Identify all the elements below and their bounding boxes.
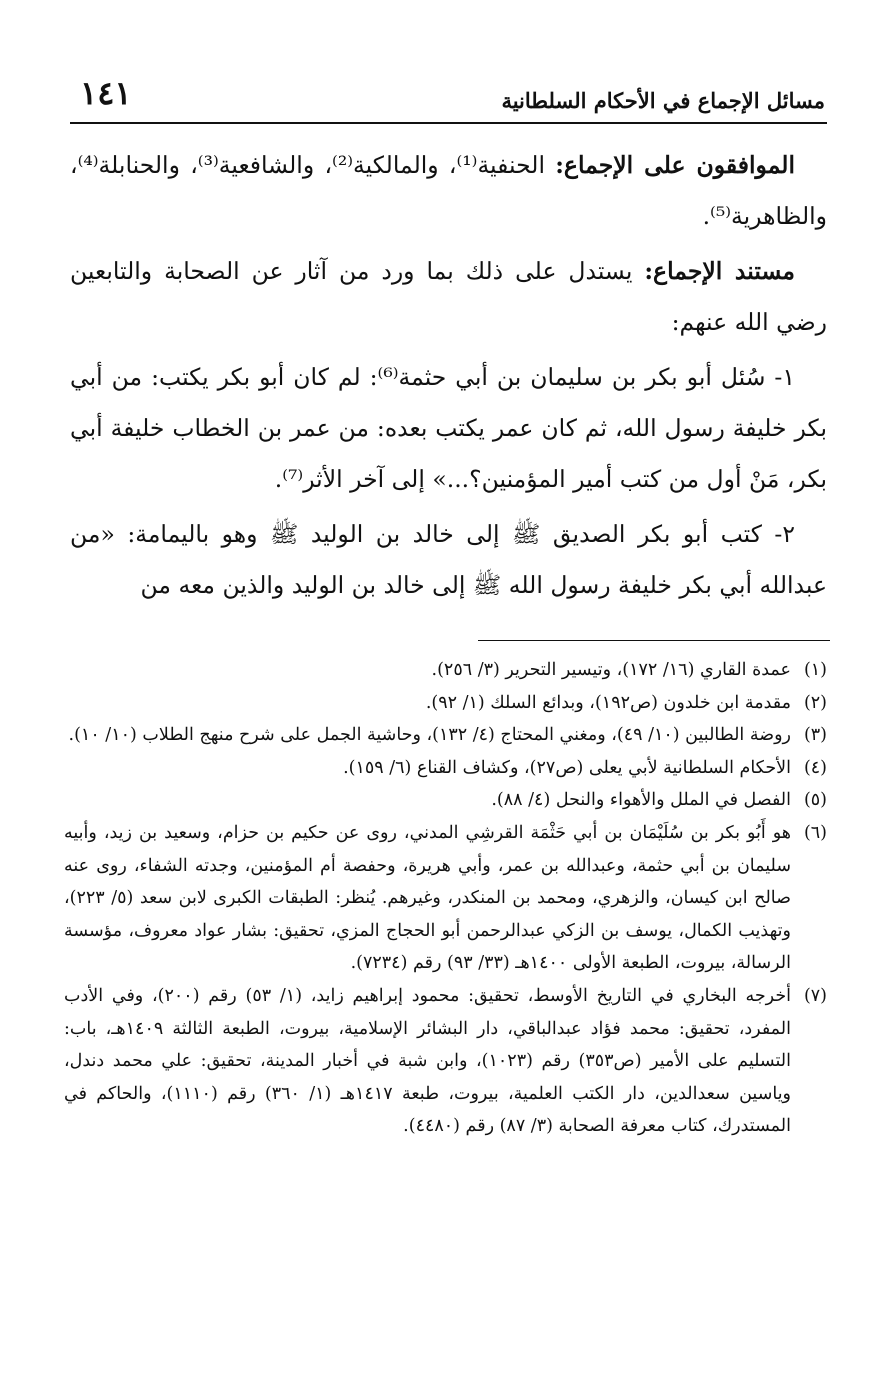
footnote-item <box>64 687 827 720</box>
lead-term: مستند الإجماع: <box>644 257 796 285</box>
footnote-text: عمدة القاري (١٦/ ١٧٢)، وتيسير التحرير (٣/ ٢٥٦). <box>431 660 791 680</box>
footnote-text: هو أَبُو بكر بن سُلَيْمَان بن أبي حَثْمَة القرشِي المدني، روى عن حكيم بن حزام، وسعيد بن زيد، وأبيه سليمان بن أبي حثمة، وعبدالله بن عمر، وأبي هريرة، وحفصة أم المؤمنين، وجدته الشفاء، روى عنه صالح ابن كيسان، والزهري، ومحمد بن المنكدر، وغيرهم. يُنظر: الطبقات الكبرى لابن سعد (٥/ ٢٢٣)، وتهذيب الكمال، يوسف بن الزكي عبدالرحمن أبو الحجاج المزي، تحقيق: بشار عواد معروف، مؤسسة الرسالة، بيروت، الطبعة الأولى ١٤٠٠هـ (٣٣/ ٩٣) رقم (٧٢٣٤). <box>64 822 791 974</box>
main-text <box>70 140 827 615</box>
footnote-number: (٧) <box>803 985 827 1006</box>
page-header <box>70 74 825 118</box>
paragraph-consensus-basis <box>70 246 827 348</box>
footnote-text: أخرجه البخاري في التاريخ الأوسط، تحقيق: محمود إبراهيم زايد، (١/ ٥٣) رقم (٢٠٠)، وفي الأدب المفرد، تحقيق: محمد فؤاد عبدالباقي، دار البشائر الإسلامية، بيروت، الطبعة الثالثة ١٤٠٩هـ، باب: التسليم على الأمير (ص٣٥٣) رقم (١٠٢٣)، وابن شبة في أخبار المدينة، تحقيق: علي محمد دندل، وياسين سعدالدين، دار الكتب العلمية، بيروت، طبعة ١٤١٧هـ (١/ ٣٦٠) رقم (١١١٠)، والحاكم في المستدرك، كتاب معرفة الصحابة (٣/ ٨٧) رقم (٤٤٨٠). <box>64 985 792 1137</box>
footnote-number: (٤) <box>803 757 827 778</box>
footnote-text: الأحكام السلطانية لأبي يعلى (ص٢٧)، وكشاف القناع (٦/ ١٥٩). <box>343 757 791 778</box>
paragraph-text: الحنفية⁽¹⁾، والمالكية⁽²⁾، والشافعية⁽³⁾، والحنابلة⁽⁴⁾، والظاهرية⁽⁵⁾. <box>70 151 827 230</box>
page-number: ١٤١ <box>80 74 132 112</box>
footnote-item <box>64 719 827 752</box>
paragraph-evidence-1: ١- سُئل أبو بكر بن سليمان بن أبي حثمة⁽⁶⁾: لم كان أبو بكر يكتب: من أبي بكر خليفة رسول الله، ثم كان عمر يكتب بعده: من عمر بن الخطاب خليفة أبي بكر، مَنْ أول من كتب أمير المؤمنين؟...» إلى آخر الأثر⁽⁷⁾. <box>70 363 827 493</box>
footnote-number: (٢) <box>803 692 827 713</box>
footnote-item <box>64 784 827 817</box>
footnote-text: مقدمة ابن خلدون (ص١٩٢)، وبدائع السلك (١/ ٩٢). <box>425 692 791 713</box>
footnote-item <box>64 752 827 785</box>
footnote-item <box>64 654 827 687</box>
paragraph-evidence-2: ٢- كتب أبو بكر الصديق ﷺ إلى خالد بن الوليد ﷺ وهو باليمامة: «من عبدالله أبي بكر خليفة رسول الله ﷺ إلى خالد بن الوليد والذين معه من <box>70 520 827 599</box>
footnote-item <box>64 980 827 1143</box>
running-title: مسائل الإجماع في الأحكام السلطانية <box>501 88 825 113</box>
footnote-separator <box>478 640 830 641</box>
footnote-text: روضة الطالبين (١٠/ ٤٩)، ومغني المحتاج (٤/ ١٣٢)، وحاشية الجمل على شرح منهج الطلاب (١٠/ ١٠). <box>68 725 791 746</box>
footnote-number: (٥) <box>803 790 827 811</box>
footnote-text: الفصل في الملل والأهواء والنحل (٤/ ٨٨). <box>491 790 791 811</box>
paragraph-text: يستدل على ذلك بما ورد من آثار عن الصحابة والتابعين رضي الله عنهم: <box>70 257 827 336</box>
footnote-item <box>64 817 827 980</box>
lead-term: الموافقون على الإجماع: <box>555 151 795 179</box>
paragraph-consensus-agreers <box>70 140 827 242</box>
header-rule <box>70 122 827 124</box>
footnote-number: (١) <box>803 660 827 680</box>
footnote-number: (٣) <box>803 725 827 746</box>
footnote-number: (٦) <box>803 822 827 843</box>
footnotes <box>64 654 827 1143</box>
